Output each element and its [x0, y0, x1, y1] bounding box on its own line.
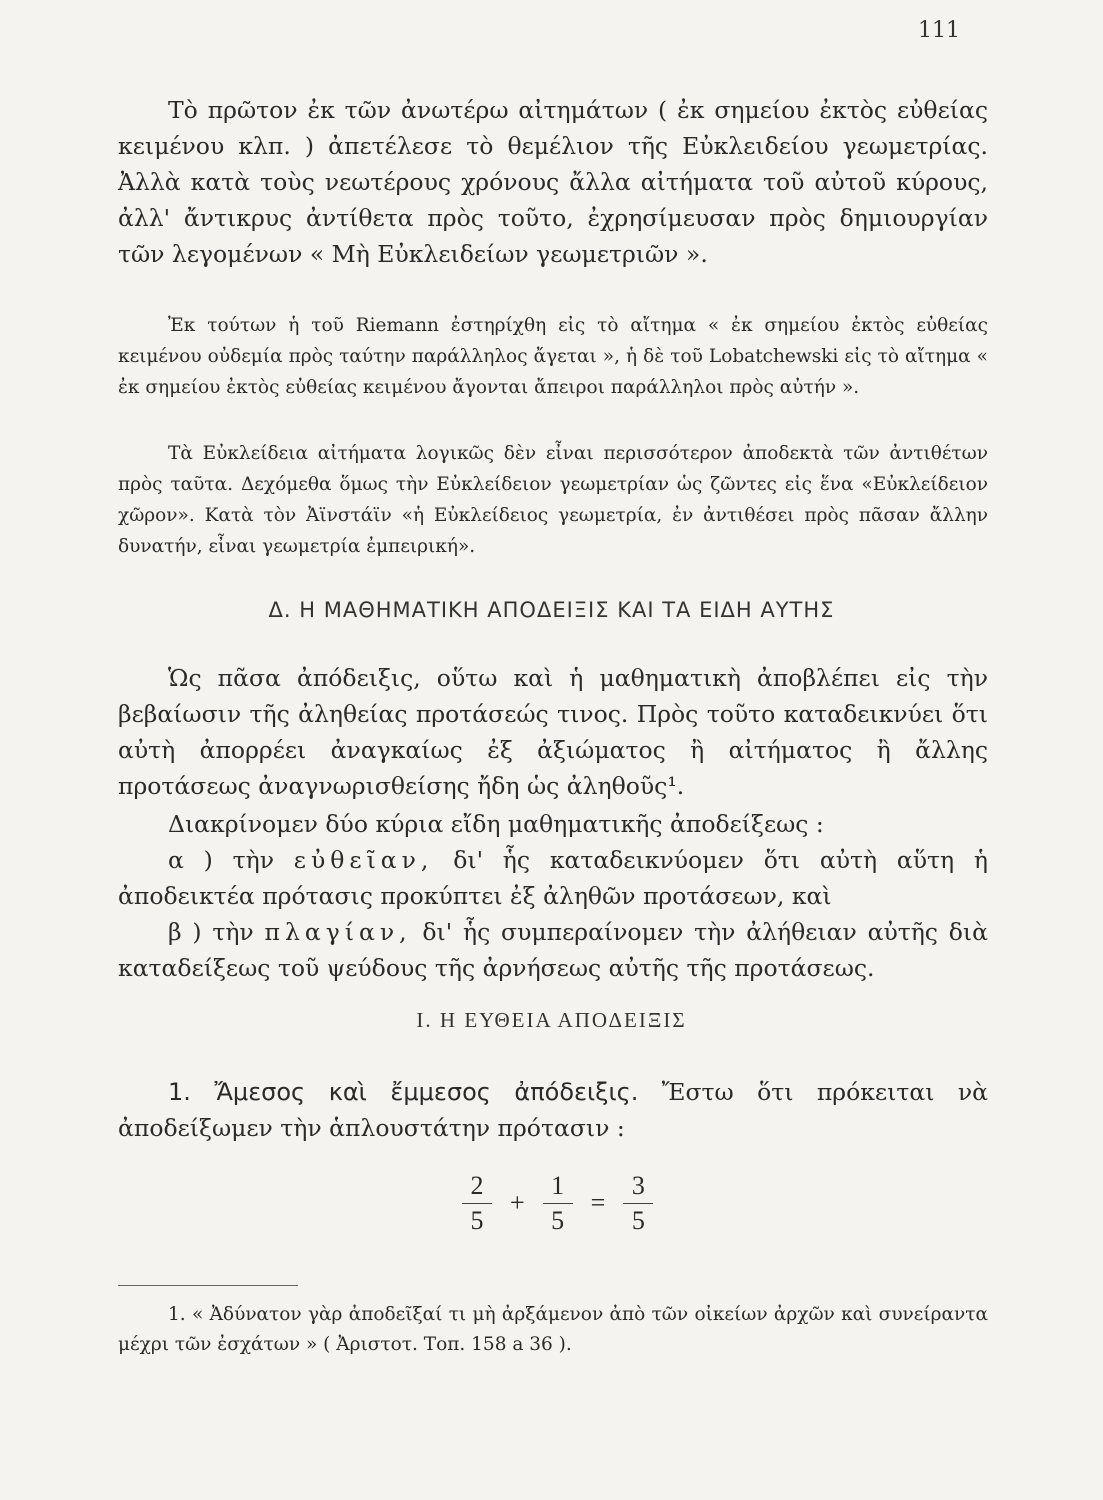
paragraph-riemann-lobatchewski: Ἐκ τούτων ἡ τοῦ Riemann ἐστηρίχθη εἰς τὸ αἴτημα « ἐκ σημείου ἐκτὸς εὐθείας κειμένου οὐδεμία πρὸς ταύτην παράλληλος ἄγεται », ἡ δὲ τοῦ Lobatchewski εἰς τὸ αἴτημα « ἐκ σημείου ἐκτὸς εὐθείας κειμένου ἄγονται ἄπειροι παράλληλοι πρὸς αὐτήν ».	[118, 315, 988, 398]
fraction-two-fifths	[460, 1171, 494, 1236]
fraction-denominator: 5	[470, 1205, 484, 1235]
paragraph-einstein-quote: Τὰ Εὐκλείδεια αἰτήματα λογικῶς δὲν εἶναι περισσότερον ἀποδεκτὰ τῶν ἀντιθέτων πρὸς ταῦτα. Δεχόμεθα ὅμως τὴν Εὐκλείδειον γεωμετρίαν ὡς ζῶντες εἰς ἕνα «Εὐκλείδειον χῶρον». Κατὰ τὸν Ἀϊνστάϊν «ἡ Εὐκλείδειος γεωμετρία, ἐν ἀντιθέσει πρὸς πᾶσαν ἄλλην δυνατήν, εἶναι γεωμετρία ἐμπειρική».	[118, 443, 988, 557]
subsection-text: Ἔστω ὅτι πρόκειται νὰ ἀποδείξωμεν τὴν ἁπλουστάτην πρότασιν :	[118, 1078, 988, 1142]
section-heading-direct-proof: Ι. Η ΕΥΘΕΙΑ ΑΠΟΔΕΙΞΙΣ	[416, 1008, 687, 1032]
fraction-numerator: 1	[551, 1170, 565, 1200]
section-heading-delta: Δ. Η ΜΑΘΗΜΑΤΙΚΗ ΑΠΟΔΕΙΞΙΣ ΚΑΙ ΤΑ ΕΙΔΗ ΑΥΤΗΣ	[268, 598, 835, 622]
equals-sign: =	[590, 1188, 606, 1217]
item-a-text: δι' ἧς καταδεικνύομεν ὅτι αὐτὴ αὕτη ἡ ἀποδεικτέα πρότασις προκύπτει ἐξ ἀληθῶν προτάσεων, καὶ	[118, 846, 988, 910]
fraction-denominator: 5	[631, 1205, 645, 1235]
page-number: 111	[918, 18, 960, 43]
item-b-marker: β ) τὴν	[168, 918, 254, 946]
paragraph-two-kinds: Διακρίνομεν δύο κύρια εἴδη μαθηματικῆς ἀποδείξεως :	[168, 810, 824, 838]
plus-sign: +	[510, 1188, 525, 1217]
list-item-indirect-proof	[118, 914, 988, 986]
fraction-denominator: 5	[551, 1205, 565, 1235]
fraction-one-fifth	[541, 1171, 575, 1236]
subsection-paragraph	[118, 1074, 988, 1146]
subsection-title: 1. Ἄμεσος καὶ ἔμμεσος ἀπόδειξις.	[168, 1078, 639, 1106]
fraction-numerator: 3	[631, 1170, 645, 1200]
footnote-divider	[118, 1285, 298, 1286]
item-b-term: πλαγίαν,	[264, 918, 412, 946]
fraction-numerator: 2	[470, 1170, 484, 1200]
equation	[460, 1168, 655, 1238]
list-item-direct-proof	[118, 842, 988, 914]
fraction-three-fifths	[621, 1171, 655, 1236]
item-a-marker: α ) τὴν	[168, 846, 274, 874]
footnote: 1. « Ἀδύνατον γὰρ ἀποδεῖξαί τι μὴ ἀρξάμενον ἀπὸ τῶν οἰκείων ἀρχῶν καὶ συνείραντα μέχρι τῶν ἐσχάτων » ( Ἀριστοτ. Τοπ. 158 a 36 ).	[118, 1304, 988, 1355]
item-b-text: δι' ἧς συμπεραίνομεν τὴν ἀλήθειαν αὐτῆς διὰ καταδείξεως τοῦ ψεύδους τῆς ἀρνήσεως αὐτῆς τῆς προτάσεως.	[118, 918, 988, 982]
item-a-term: εὐθεῖαν,	[293, 846, 434, 874]
paragraph-mathematical-proof: Ὡς πᾶσα ἀπόδειξις, οὕτω καὶ ἡ μαθηματικὴ ἀποβλέπει εἰς τὴν βεβαίωσιν τῆς ἀληθείας προτάσεώς τινος. Πρὸς τοῦτο καταδεικνύει ὅτι αὐτὴ ἀπορρέει ἀναγκαίως ἐξ ἀξιώματος ἢ αἰτήματος ἢ ἄλλης προτάσεως ἀναγνωρισθείσης ἤδη ὡς ἀληθοῦς¹.	[118, 664, 988, 800]
paragraph-euclid-foundation: Τὸ πρῶτον ἐκ τῶν ἀνωτέρω αἰτημάτων ( ἐκ σημείου ἐκτὸς εὐθείας κειμένου κλπ. ) ἀπετέλεσε τὸ θεμέλιον τῆς Εὐκλειδείου γεωμετρίας. Ἀλλὰ κατὰ τοὺς νεωτέρους χρόνους ἄλλα αἰτήματα τοῦ αὐτοῦ κύρους, ἀλλ' ἄντικρυς ἀντίθετα πρὸς τοῦτο, ἐχρησίμευσαν πρὸς δημιουργίαν τῶν λεγομένων « Μὴ Εὐκλειδείων γεωμετριῶν ».	[118, 96, 988, 268]
